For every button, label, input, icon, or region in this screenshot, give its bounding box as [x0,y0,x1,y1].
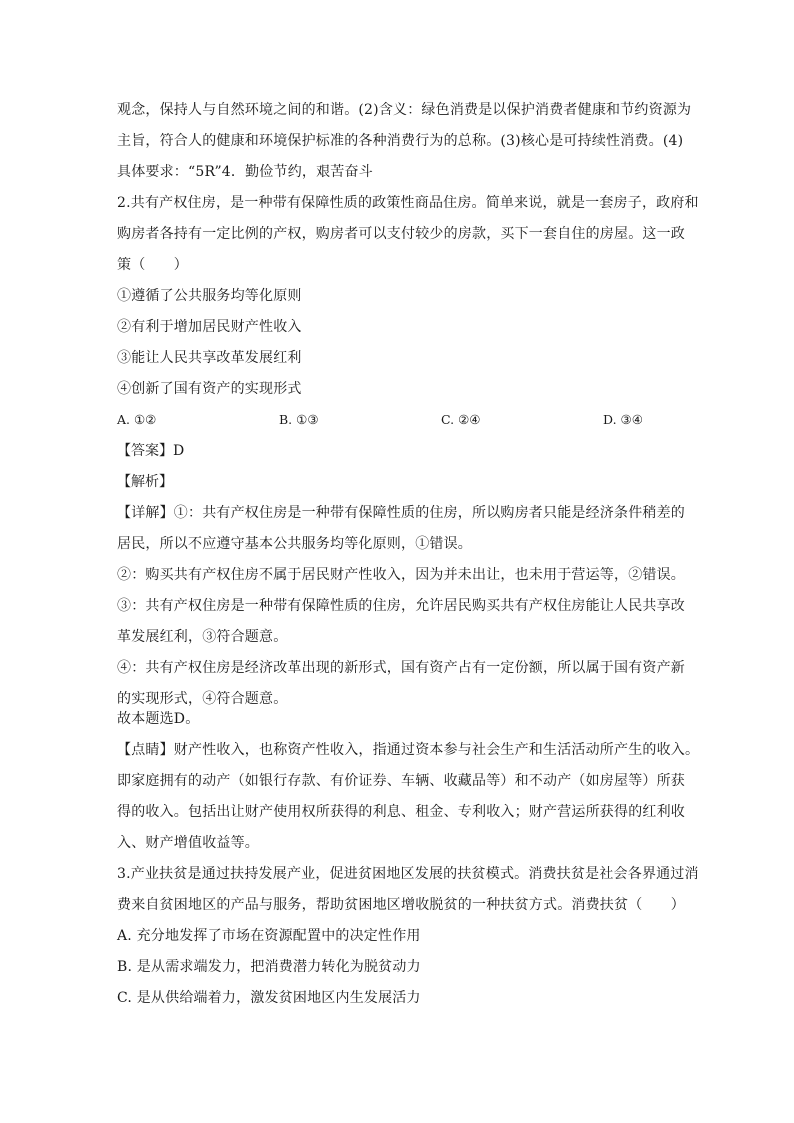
detail-line: ③：共有产权住房是一种带有保障性质的住房，允许居民购买共有产权住房能让人民共享改 [117,598,685,614]
option-a: A. ①② [117,412,157,427]
text-line: 观念，保持人与自然环境之间的和谐。(2)含义：绿色消费是以保护消费者健康和节约资源为 [117,102,692,118]
analysis-label: 【解析】 [117,474,173,490]
tip-line: 得的收入。包括出让财产使用权所获得的利息、租金、专利收入；财产营运所获得的红利收 [117,804,685,820]
answer-label: 【答案】D [117,443,185,459]
detail-line: 革发展红利，③符合题意。 [117,629,288,645]
option-c: C. ②④ [441,412,481,427]
tip-line: 即家庭拥有的动产（如银行存款、有价证券、车辆、收藏品等）和不动产（如房屋等）所获 [117,773,685,789]
statement-4: ④创新了国有资产的实现形式 [117,381,302,397]
statement-1: ①遵循了公共服务均等化原则 [117,288,302,304]
option-d: D. ③④ [603,412,643,427]
detail-line: ②：购买共有产权住房不属于居民财产性收入，因为并未出让，也未用于营运等，②错误。 [117,567,685,583]
detail-line: ④：共有产权住房是经济改革出现的新形式，国有资产占有一定份额，所以属于国有资产新 [117,660,685,676]
detail-line: 故本题选D。 [117,711,200,727]
detail-line: 居民，所以不应遵守基本公共服务均等化原则，①错误。 [117,536,472,552]
question-3-stem: 3.产业扶贫是通过扶持发展产业，促进贫困地区发展的扶贫模式。消费扶贫是社会各界通过消 [117,866,699,882]
question-2-stem: 2.共有产权住房，是一种带有保障性质的政策性商品住房。简单来说，就是一套房子，政府和 [117,195,699,211]
text-line: 具体要求：“5R”4．勤俭节约，艰苦奋斗 [117,164,373,180]
option-b: B. ①③ [279,412,319,427]
question-2-stem: 策（ ） [117,257,188,273]
tip-line: 入、财产增值收益等。 [117,835,259,851]
q3-option-b: B. 是从需求端发力，把消费潜力转化为脱贫动力 [117,959,421,975]
tip-line: 【点睛】财产性收入，也称资产性收入，指通过资本参与社会生产和生活活动所产生的收入。 [117,742,700,758]
question-3-stem: 费来自贫困地区的产品与服务，帮助贫困地区增收脱贫的一种扶贫方式。消费扶贫（ ） [117,897,685,913]
question-2-options [117,410,687,430]
q3-option-a: A. 充分地发挥了市场在资源配置中的决定性作用 [117,928,421,944]
question-2-stem: 购房者各持有一定比例的产权，购房者可以支付较少的房款，买下一套自住的房屋。这一政 [117,226,685,242]
text-line: 主旨，符合人的健康和环境保护标准的各种消费行为的总称。(3)核心是可持续性消费。(4) [117,133,684,149]
detail-line: 的实现形式，④符合题意。 [117,691,288,707]
detail-line: 【详解】①：共有产权住房是一种带有保障性质的住房，所以购房者只能是经济条件稍差的 [117,505,685,521]
document-content [117,100,700,1008]
statement-2: ②有利于增加居民财产性收入 [117,319,302,335]
q3-option-c: C. 是从供给端着力，激发贫困地区内生发展活力 [117,990,421,1006]
statement-3: ③能让人民共享改革发展红利 [117,350,302,366]
